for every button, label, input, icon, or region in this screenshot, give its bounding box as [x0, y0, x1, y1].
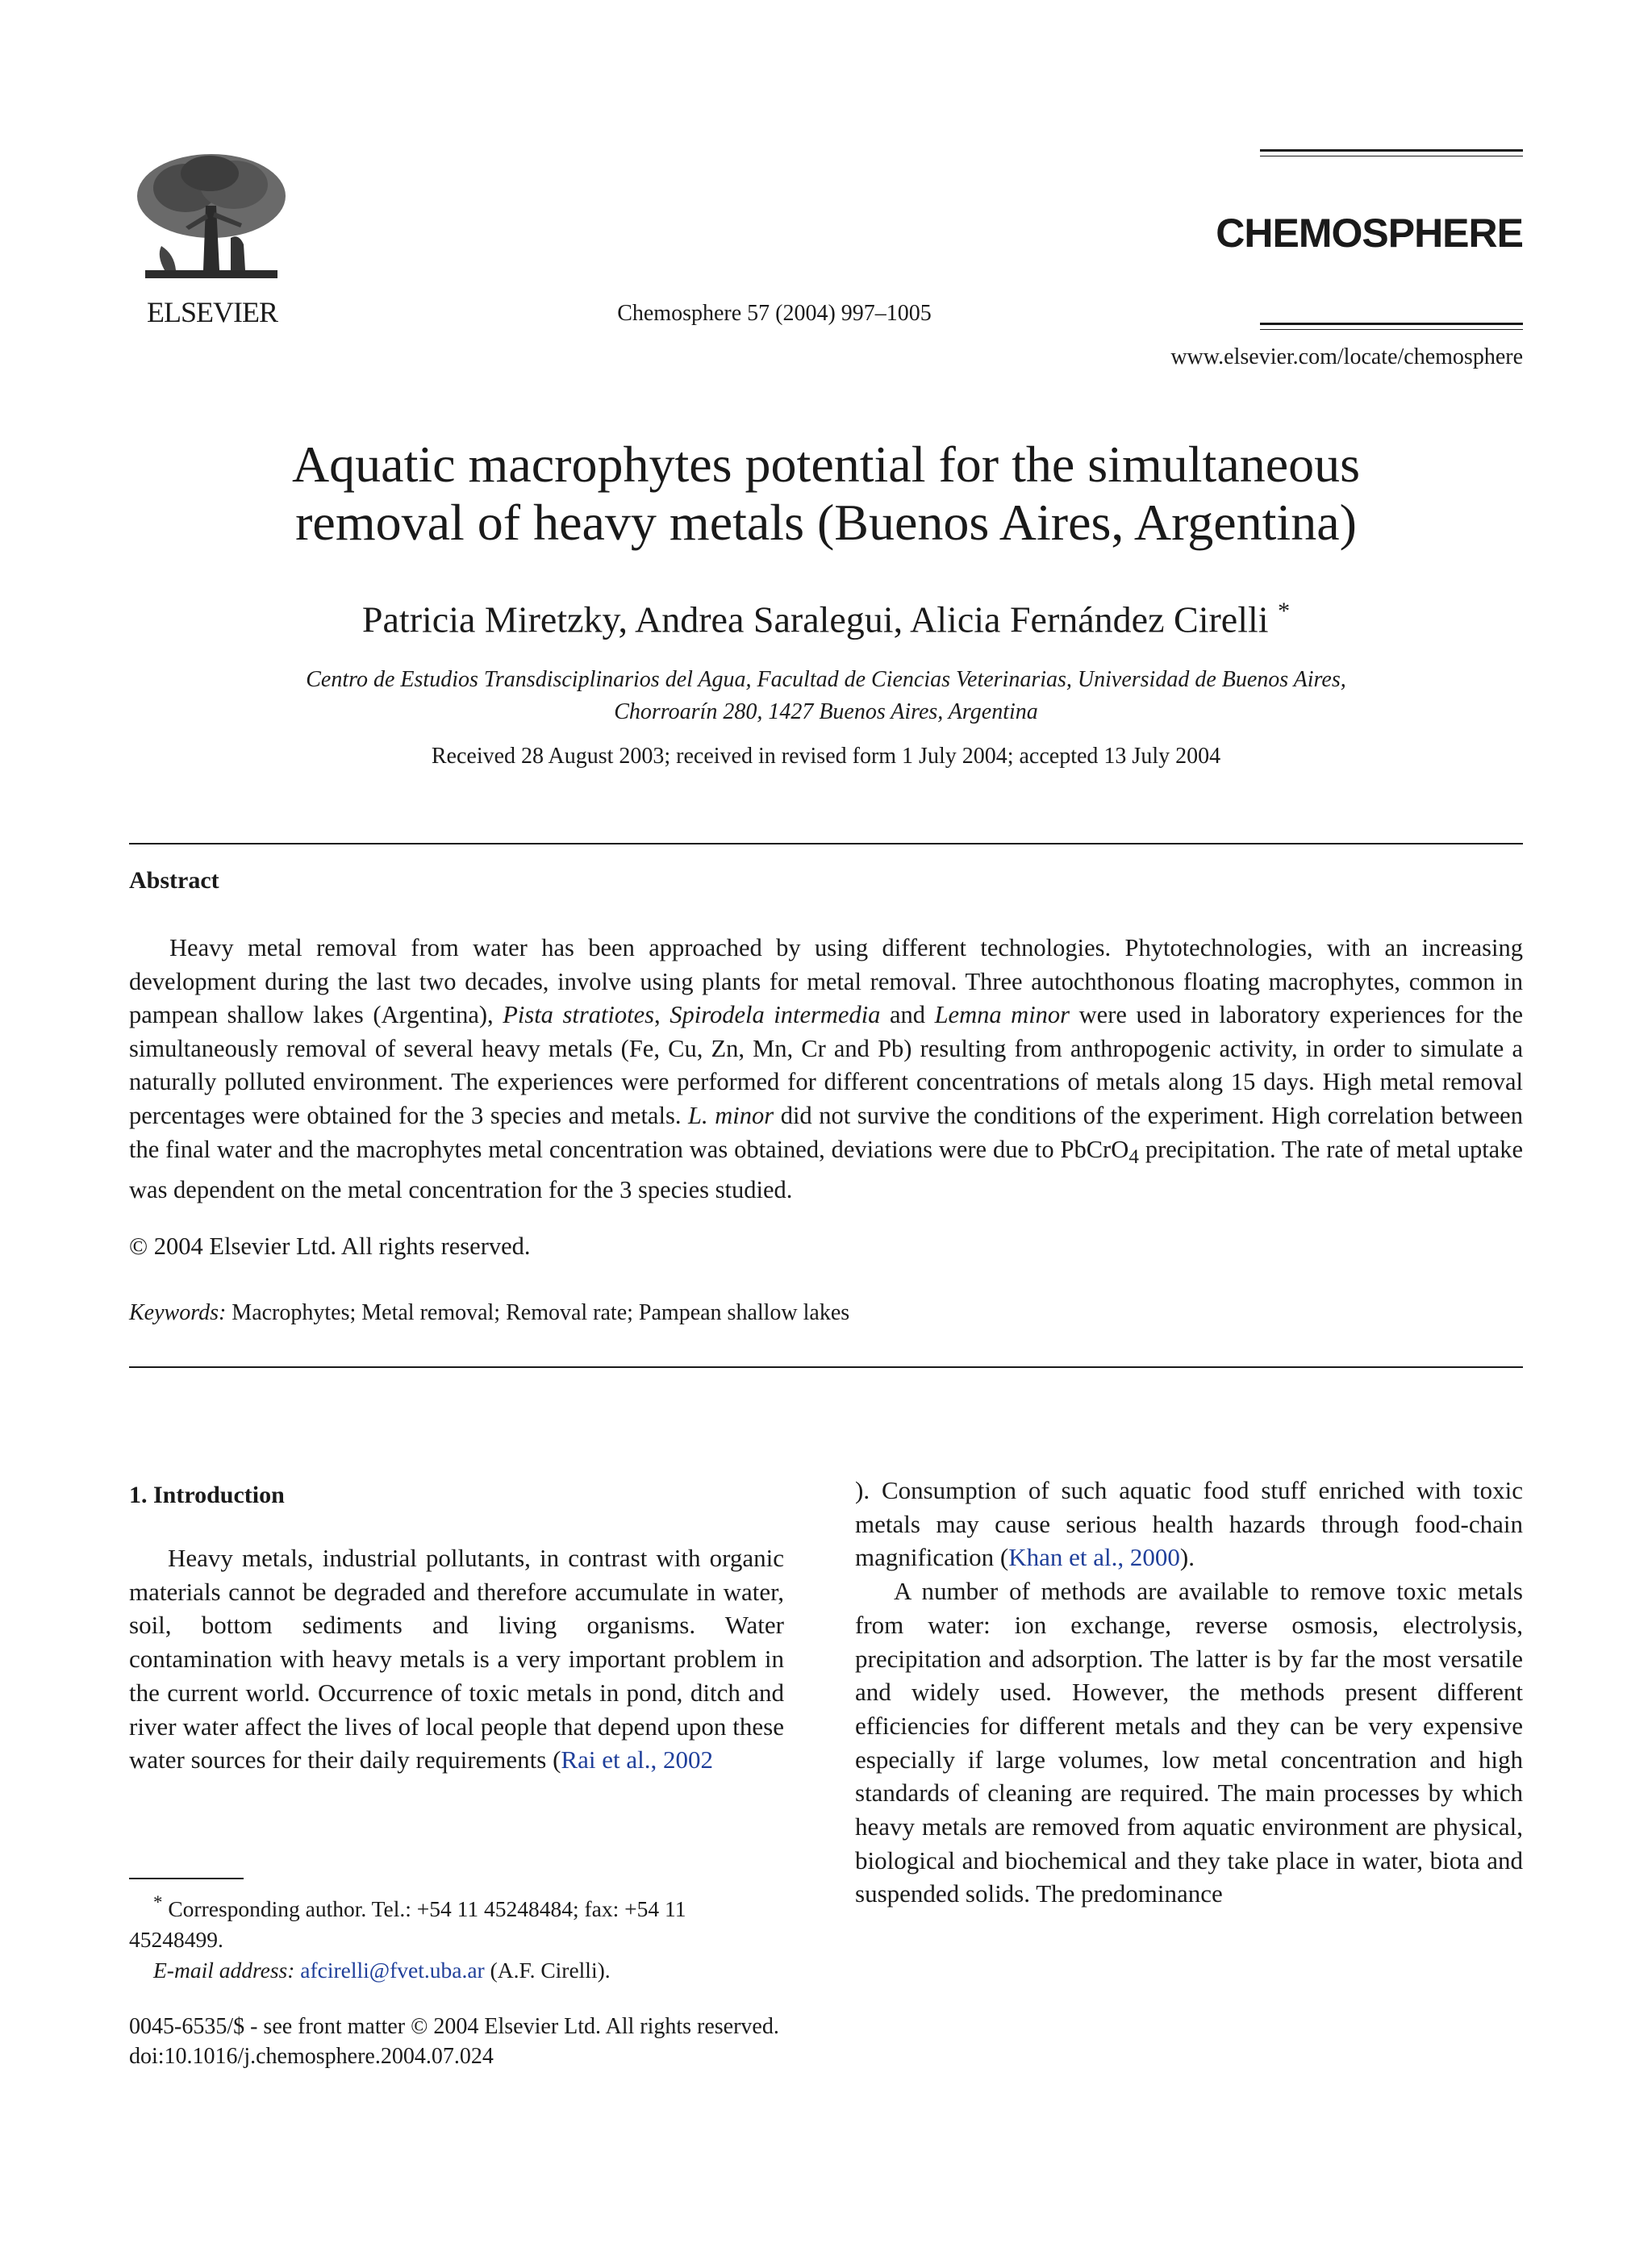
- intro-text: ).: [1179, 1543, 1195, 1572]
- elsevier-tree-logo: [129, 149, 294, 286]
- received-dates: Received 28 August 2003; received in revised form 1 July 2004; accepted 13 July 2004: [431, 744, 1221, 769]
- author-list: [129, 589, 1523, 642]
- keywords-list: Macrophytes; Metal removal; Removal rate; Pampean shallow lakes: [226, 1300, 850, 1325]
- species-name: Pista stratiotes: [503, 1001, 655, 1029]
- footnote-mark: *: [153, 1892, 163, 1912]
- abstract-heading: Abstract: [129, 867, 219, 894]
- section-heading-introduction: 1. Introduction: [129, 1482, 285, 1508]
- journal-rule-top: [1260, 149, 1523, 152]
- affiliation-line-1: Centro de Estudios Transdisciplinarios del Agua, Facultad de Ciencias Veterinarias, Universidad de Buenos Aires,: [306, 667, 1346, 692]
- footnote-text: Corresponding author. Tel.: +54 11 45248484; fax: +54 11 45248499.: [129, 1896, 686, 1953]
- footnote-rule: [129, 1878, 244, 1879]
- front-matter: [129, 2012, 779, 2071]
- elsevier-wordmark: ELSEVIER: [147, 296, 277, 328]
- column-right: [855, 1474, 1523, 1911]
- species-name: L. minor: [688, 1101, 774, 1129]
- intro-paragraph-2: A number of methods are available to remove toxic metals from water: ion exchange, reverse osmosis, electrolysis, precipitation and adsorption. The latter is by far the most versatile and widely used. However, the methods present different efficiencies for different metals and they can be very expensive especially if large volumes, low metal concentration and high standards of cleaning are required. The main processes by which heavy metals are removed from aquatic environment are physical, biological and biochemical and they take place in water, biota and suspended solids. The predominance: [855, 1577, 1523, 1908]
- journal-rule-bottom-thin: [1260, 329, 1523, 330]
- abstract-text: Heavy metal removal from water has been approached by using different technologies. Phytotechnologies, with an increasing development during the last two decades, involve using plants for metal removal. Three autochthonous floating macrophytes, common in pampean shallow lakes (Argentina),: [129, 934, 1523, 1029]
- email-tail: (A.F. Cirelli).: [484, 1958, 611, 1983]
- abstract-rule-top: [129, 843, 1523, 844]
- species-name: Lemna minor: [934, 1001, 1070, 1029]
- affiliation: [129, 664, 1523, 728]
- authors: Patricia Miretzky, Andrea Saralegui, Alicia Fernández Cirelli: [361, 598, 1269, 640]
- abstract-text: were used in laboratory experiences for the simultaneously removal of several heavy metals (Fe, Cu, Zn, Mn, Cr and Pb) resulting from anthropogenic activity, in order to simulate a naturally polluted environment. The experiences were performed for different concentrations of metals along 15 days. High metal removal percentages were obtained for the 3 species and metals.: [129, 1001, 1523, 1129]
- footnote: [129, 1887, 784, 1986]
- abstract-text: and: [880, 1001, 935, 1029]
- journal-citation: Chemosphere 57 (2004) 997–1005: [617, 301, 932, 326]
- abstract-body: [129, 932, 1523, 1207]
- intro-paragraph-1: Heavy metals, industrial pollutants, in contrast with organic materials cannot be degraded and therefore accumulate in water, soil, bottom sediments and living organisms. Water contamination with heavy metals is a very important problem in the current world. Occurrence of toxic metals in pond, ditch and river water affect the lives of local people that depend upon these water sources for their daily requirements (: [129, 1544, 784, 1774]
- species-name: Spirodela intermedia: [670, 1001, 881, 1029]
- title-line-1: Aquatic macrophytes potential for the simultaneous: [291, 436, 1361, 493]
- abstract-rule-bottom: [129, 1366, 1523, 1368]
- doi-line[interactable]: doi:10.1016/j.chemosphere.2004.07.024: [129, 2044, 494, 2069]
- journal-rule-bottom: [1260, 323, 1523, 325]
- email-link[interactable]: afcirelli@fvet.uba.ar: [300, 1958, 485, 1983]
- corresponding-author-mark[interactable]: *: [1278, 598, 1291, 624]
- title-line-2: removal of heavy metals (Buenos Aires, Argentina): [295, 494, 1357, 551]
- keywords: [129, 1300, 849, 1326]
- keywords-label: Keywords:: [129, 1300, 227, 1325]
- email-label: E-mail address:: [153, 1958, 295, 1983]
- reference-link-khan[interactable]: Khan et al., 2000: [1008, 1543, 1180, 1572]
- abstract-copyright: © 2004 Elsevier Ltd. All rights reserved.: [129, 1232, 531, 1260]
- affiliation-line-2: Chorroarín 280, 1427 Buenos Aires, Argentina: [614, 699, 1038, 724]
- journal-name: CHEMOSPHERE: [1216, 211, 1523, 256]
- intro-paragraph-1-cont: ). Consumption of such aquatic food stuff enriched with toxic metals may cause serious health hazards through food-chain magnification (: [855, 1476, 1523, 1572]
- column-left: [129, 1541, 784, 1777]
- abstract-text: precipitation. The rate of metal uptake was dependent on the metal concentration for the 3 species studied.: [129, 1135, 1523, 1204]
- issn-line: 0045-6535/$ - see front matter © 2004 Elsevier Ltd. All rights reserved.: [129, 2014, 779, 2039]
- formula-subscript: 4: [1128, 1145, 1139, 1168]
- article-title: [129, 436, 1523, 552]
- abstract-text: did not survive the conditions of the experiment. High correlation between the final water and the macrophytes metal concentration was obtained, deviations were due to PbCrO: [129, 1101, 1523, 1163]
- reference-link-rai[interactable]: Rai et al., 2002: [561, 1745, 713, 1774]
- abstract-text: ,: [654, 1001, 670, 1029]
- journal-url[interactable]: www.elsevier.com/locate/chemosphere: [1170, 344, 1523, 369]
